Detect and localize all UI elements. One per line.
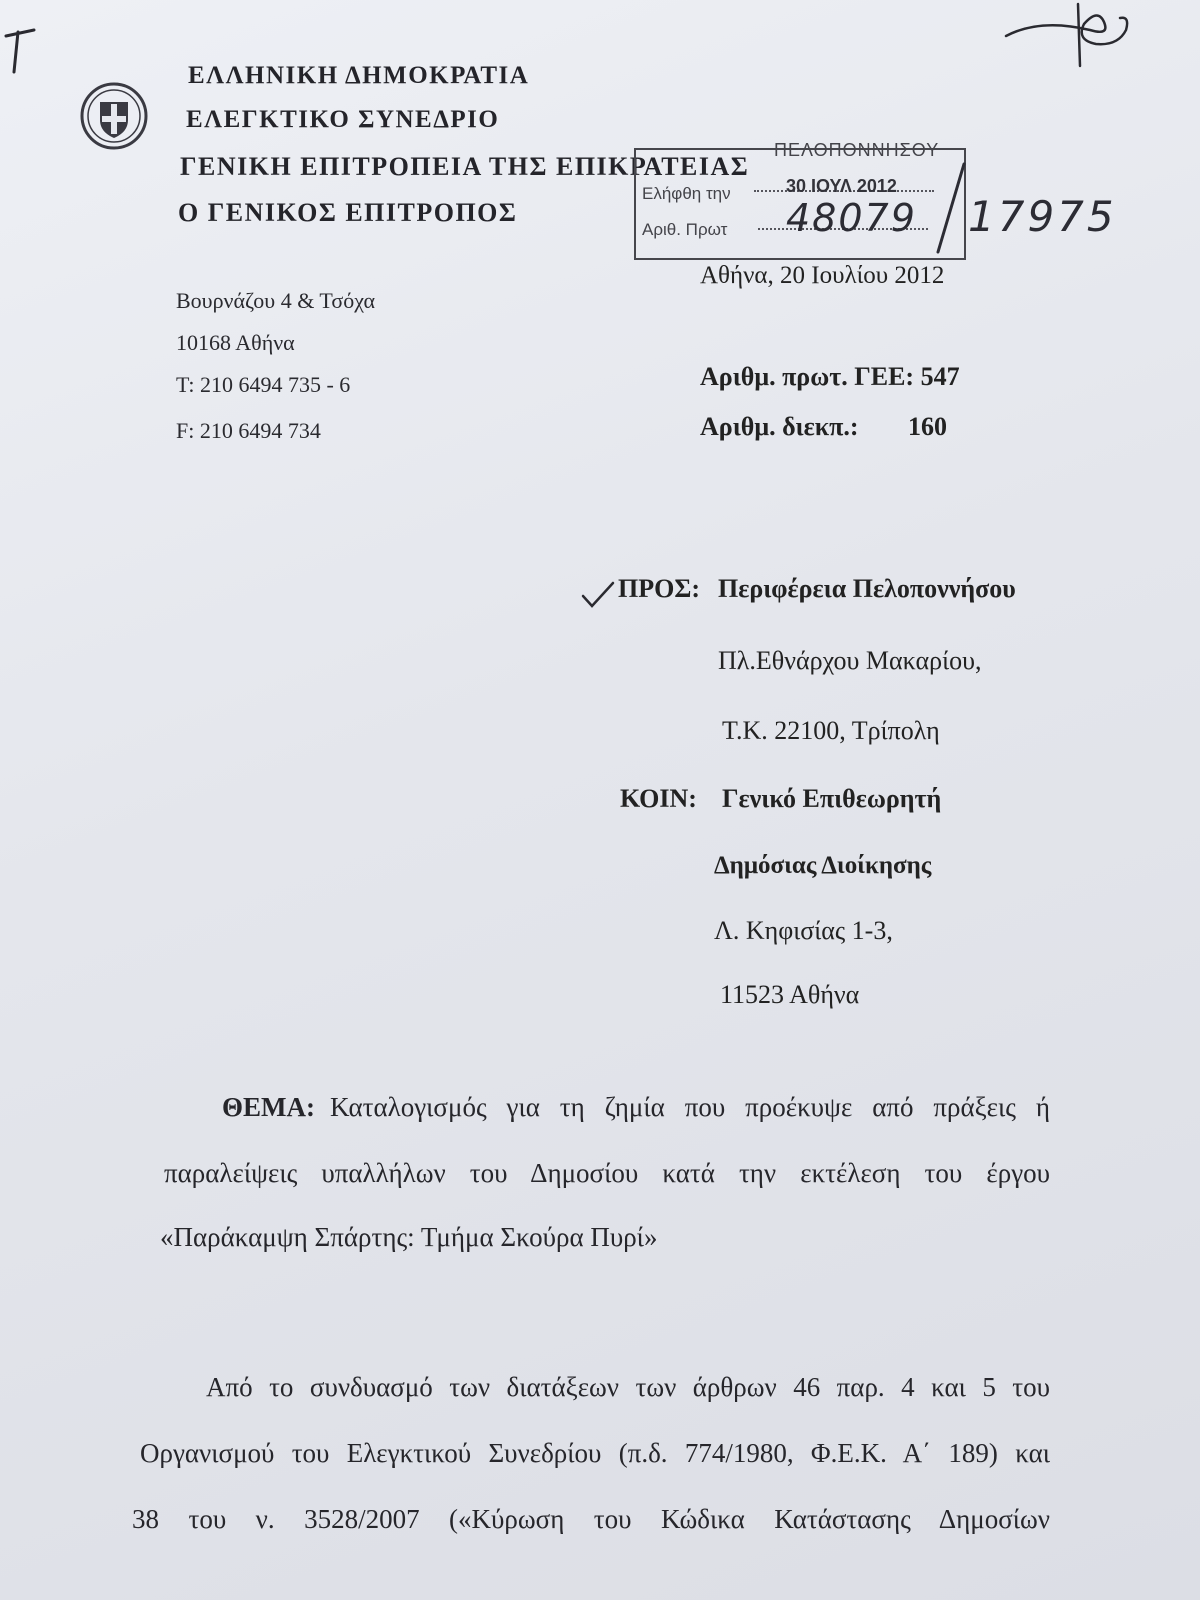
stamp-received-label: Ελήφθη την — [642, 184, 731, 203]
cc-name-line1: Γενικό Επιθεωρητή — [722, 784, 942, 813]
handwritten-signature — [1000, 0, 1150, 70]
received-stamp — [634, 140, 966, 260]
checkmark-icon — [580, 580, 616, 610]
protocol-number: Αριθμ. πρωτ. ΓΕΕ: 547 — [700, 362, 960, 391]
cc-label: ΚΟΙΝ: — [620, 784, 697, 813]
stamp-protocol-number: 48079 — [786, 196, 917, 240]
to-label: ΠΡΟΣ: — [618, 574, 700, 603]
cc-city: 11523 Αθήνα — [720, 980, 860, 1009]
address-street: Βουρνάζου 4 & Τσόχα — [176, 288, 376, 313]
header-line-1: ΕΛΛΗΝΙΚΗ ΔΗΜΟΚΡΑΤΙΑ — [188, 62, 530, 89]
subject-line-3: «Παράκαμψη Σπάρτης: Τμήμα Σκούρα Πυρί» — [160, 1222, 658, 1252]
diekp-label: Αριθμ. διεκπ.: — [700, 412, 859, 441]
stamp-received-date: 30 ΙΟΥΛ 2012 — [786, 176, 897, 196]
body-line-3: 38 του ν. 3528/2007 («Κύρωση του Κώδικα Κατάστασης Δημοσίων — [132, 1504, 1050, 1534]
header-line-3: ΓΕΝΙΚΗ ΕΠΙΤΡΟΠΕΙΑ ΤΗΣ ΕΠΙΚΡΑΤΕΙΑΣ — [180, 152, 750, 181]
subject-line-2: παραλείψεις υπαλλήλων του Δημοσίου κατά την εκτέλεση του έργου — [164, 1158, 1050, 1188]
header-line-2: ΕΛΕΓΚΤΙΚΟ ΣΥΝΕΔΡΙΟ — [186, 106, 500, 133]
body-line-1: Από το συνδυασμό των διατάξεων των άρθρων 46 παρ. 4 και 5 του — [206, 1372, 1050, 1402]
to-street: Πλ.Εθνάρχου Μακαρίου, — [718, 646, 982, 675]
cc-street: Λ. Κηφισίας 1-3, — [714, 916, 893, 945]
diekp-value: 160 — [908, 412, 947, 441]
subject-label: ΘΕΜΑ: — [222, 1092, 315, 1122]
address-phone: Τ: 210 6494 735 - 6 — [176, 372, 351, 397]
handwritten-mark-left — [0, 20, 40, 80]
address-fax: F: 210 6494 734 — [176, 418, 321, 443]
address-city: 10168 Αθήνα — [176, 330, 295, 355]
stamp-protocol-label: Αριθ. Πρωτ — [642, 220, 728, 239]
subject-line-1: Καταλογισμός για τη ζημία που προέκυψε από πράξεις ή — [330, 1092, 1050, 1122]
to-city: Τ.Κ. 22100, Τρίπολη — [722, 716, 940, 745]
header-line-4: Ο ΓΕΝΙΚΟΣ ΕΠΙΤΡΟΠΟΣ — [178, 198, 518, 227]
stamp-region: ΠΕΛΟΠΟΝΝΗΣΟΥ — [774, 140, 940, 160]
cc-name-line2: Δημόσιας Διοίκησης — [714, 852, 932, 879]
date-line: Αθήνα, 20 Ιουλίου 2012 — [700, 262, 945, 289]
stamp-slash-mark — [930, 160, 970, 260]
body-line-2: Οργανισμού του Ελεγκτικού Συνεδρίου (π.δ. 774/1980, Φ.Ε.Κ. Α΄ 189) και — [140, 1438, 1050, 1468]
to-name: Περιφέρεια Πελοποννήσου — [718, 574, 1016, 603]
subject-label-wrap — [222, 1092, 315, 1123]
greek-emblem-icon — [78, 80, 150, 152]
handwritten-number: 17975 — [968, 192, 1117, 241]
